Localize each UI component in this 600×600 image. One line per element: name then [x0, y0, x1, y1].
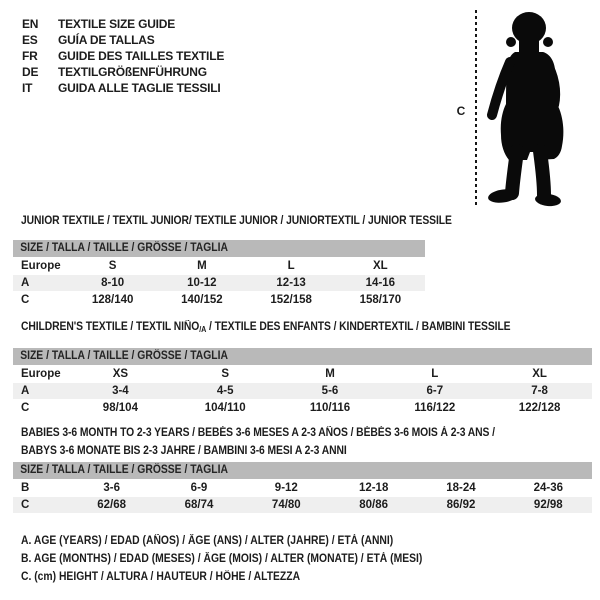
babies-section-title — [21, 424, 548, 460]
table-row-europe — [13, 258, 425, 275]
children-title-subscript: /A — [199, 325, 207, 334]
cell: 152/158 — [247, 292, 336, 309]
children-title-prefix: CHILDREN'S TEXTILE / TEXTIL NIÑO — [21, 321, 200, 333]
row-label: B — [13, 480, 68, 497]
cell: 10-12 — [157, 275, 246, 292]
cell: L — [382, 366, 487, 383]
guide-title: TEXTILGRÖßENFÜHRUNG — [58, 64, 207, 79]
cell: M — [278, 366, 383, 383]
cell: 140/152 — [157, 292, 246, 309]
table-row-height — [13, 497, 592, 514]
table-row-age-months — [13, 480, 592, 497]
cell: 128/140 — [68, 292, 157, 309]
cell: 104/110 — [173, 400, 278, 417]
cell: 4-5 — [173, 383, 278, 400]
row-label: C — [13, 292, 68, 309]
language-code: FR — [22, 48, 38, 63]
junior-size-table — [13, 240, 425, 309]
cell: 68/74 — [155, 497, 242, 514]
cell: 14-16 — [336, 275, 425, 292]
cell: 98/104 — [68, 400, 173, 417]
language-row-en — [22, 16, 224, 32]
cell: 5-6 — [278, 383, 383, 400]
baby-silhouette-illustration — [483, 8, 595, 208]
cell: 3-6 — [68, 480, 155, 497]
cell: 86/92 — [417, 497, 504, 514]
cell: S — [173, 366, 278, 383]
language-title-list — [22, 16, 224, 95]
height-measure-dashed-line — [475, 10, 477, 206]
language-code: IT — [22, 80, 33, 95]
junior-section-title: JUNIOR TEXTILE / TEXTIL JUNIOR/ TEXTILE JUNIOR / JUNIORTEXTIL / JUNIOR TESSILE — [21, 215, 452, 227]
table-row-age — [13, 383, 592, 400]
cell: 8-10 — [68, 275, 157, 292]
row-label: A — [13, 275, 68, 292]
cell: 9-12 — [243, 480, 330, 497]
row-label: Europe — [13, 366, 68, 383]
legend-line-a: A. AGE (YEARS) / EDAD (AÑOS) / ÂGE (ANS) / ALTER (JAHRE) / ETÀ (ANNI) — [21, 535, 394, 547]
cell: 62/68 — [68, 497, 155, 514]
size-header-label: SIZE / TALLA / TAILLE / GRÖSSE / TAGLIA — [20, 242, 228, 254]
language-row-it — [22, 80, 224, 96]
size-header-row — [13, 348, 592, 366]
language-row-de — [22, 64, 224, 80]
cell: 92/98 — [505, 497, 592, 514]
cell: L — [247, 258, 336, 275]
language-row-es — [22, 32, 224, 48]
height-measure-label: C — [456, 104, 466, 118]
table-row-age — [13, 275, 425, 292]
children-section-title — [21, 321, 511, 336]
children-size-table — [13, 348, 592, 417]
size-header-row — [13, 240, 425, 258]
language-code: ES — [22, 32, 38, 47]
cell: 24-36 — [505, 480, 592, 497]
row-label: C — [13, 400, 68, 417]
guide-title: TEXTILE SIZE GUIDE — [58, 16, 176, 31]
row-label: C — [13, 497, 68, 514]
table-row-height — [13, 292, 425, 309]
language-code: DE — [22, 64, 39, 79]
table-row-height — [13, 400, 592, 417]
cell: 7-8 — [487, 383, 592, 400]
guide-title: GUIDA ALLE TAGLIE TESSILI — [58, 80, 221, 95]
row-label: A — [13, 383, 68, 400]
cell: 12-13 — [247, 275, 336, 292]
cell: XS — [68, 366, 173, 383]
guide-title: GUÍA DE TALLAS — [58, 32, 155, 47]
language-code: EN — [22, 16, 39, 31]
cell: 18-24 — [417, 480, 504, 497]
row-label: Europe — [13, 258, 68, 275]
table-row-europe — [13, 366, 592, 383]
cell: S — [68, 258, 157, 275]
cell: 122/128 — [487, 400, 592, 417]
cell: 158/170 — [336, 292, 425, 309]
cell: XL — [336, 258, 425, 275]
cell: 110/116 — [278, 400, 383, 417]
cell: 12-18 — [330, 480, 417, 497]
babies-title-line1: BABIES 3-6 MONTH TO 2-3 YEARS / BEBÉS 3-6 MESES A 2-3 AÑOS / BÉBÉS 3-6 MOIS À 2-3 ANS / — [21, 427, 495, 439]
cell: 6-7 — [382, 383, 487, 400]
size-header-row — [13, 462, 592, 480]
legend-line-c: C. (cm) HEIGHT / ALTURA / HAUTEUR / HÖHE / ALTEZZA — [21, 571, 301, 583]
cell: 3-4 — [68, 383, 173, 400]
measurement-legend — [21, 532, 467, 586]
cell: 74/80 — [243, 497, 330, 514]
babies-title-line2: BABYS 3-6 MONATE BIS 2-3 JAHRE / BAMBINI 3-6 MESI A 2-3 ANNI — [21, 445, 347, 457]
cell: XL — [487, 366, 592, 383]
cell: M — [157, 258, 246, 275]
cell: 116/122 — [382, 400, 487, 417]
legend-line-b: B. AGE (MONTHS) / EDAD (MESES) / ÂGE (MOIS) / ALTER (MONATE) / ETÀ (MESI) — [21, 553, 423, 565]
cell: 6-9 — [155, 480, 242, 497]
babies-size-table — [13, 462, 592, 514]
children-title-suffix: / TEXTILE DES ENFANTS / KINDERTEXTIL / BAMBINI TESSILE — [206, 321, 511, 333]
guide-title: GUIDE DES TAILLES TEXTILE — [58, 48, 225, 63]
cell: 80/86 — [330, 497, 417, 514]
size-header-label: SIZE / TALLA / TAILLE / GRÖSSE / TAGLIA — [20, 464, 228, 476]
size-header-label: SIZE / TALLA / TAILLE / GRÖSSE / TAGLIA — [20, 350, 228, 362]
language-row-fr — [22, 48, 224, 64]
